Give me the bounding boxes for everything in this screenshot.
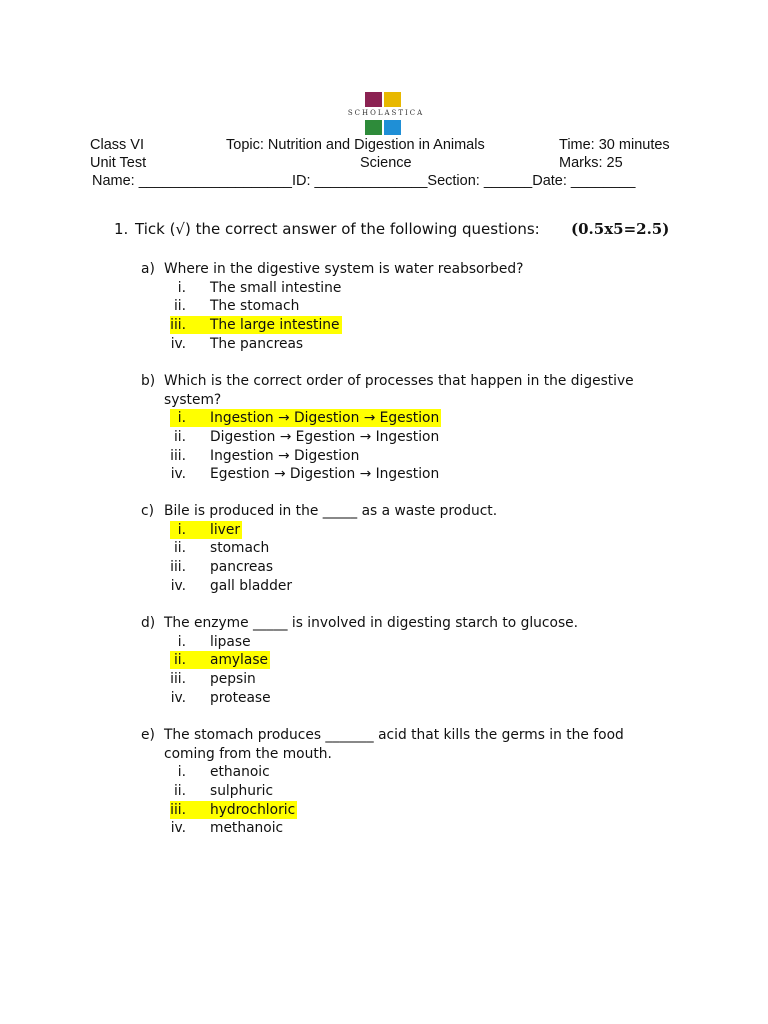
option-numeral: ii. — [173, 652, 186, 669]
question-text: The enzyme _____ is involved in digesting starch to glucose. — [164, 615, 579, 631]
topic-label: Topic: Nutrition and Digestion in Animals — [226, 137, 485, 153]
option-numeral: i. — [177, 521, 186, 538]
question-text: Where in the digestive system is water reabsorbed? — [164, 261, 524, 277]
option-text: pepsin — [210, 670, 256, 687]
answer-option[interactable] — [170, 651, 270, 669]
option-text: The small intestine — [210, 279, 342, 296]
option-text: liver — [210, 521, 240, 538]
option-numeral: ii. — [173, 782, 186, 799]
answer-option[interactable] — [170, 801, 297, 819]
question-letter: a) — [141, 261, 155, 277]
option-text: The stomach — [210, 298, 300, 315]
option-text: protease — [210, 689, 271, 706]
option-numeral: iii. — [170, 558, 186, 575]
option-text: lipase — [210, 633, 251, 650]
question-letter: e) — [141, 727, 155, 743]
option-text: methanoic — [210, 820, 284, 837]
option-numeral: iv. — [170, 577, 186, 594]
option-text: The pancreas — [210, 335, 304, 352]
answer-option[interactable] — [170, 521, 242, 539]
option-text: Egestion → Digestion → Ingestion — [210, 466, 440, 483]
question-letter: c) — [141, 503, 154, 519]
option-numeral: iii. — [170, 447, 186, 464]
question-text: system? — [164, 391, 222, 408]
question-text: coming from the mouth. — [164, 745, 332, 762]
option-numeral: i. — [177, 633, 186, 650]
option-numeral: iii. — [170, 801, 186, 818]
marks-label: Marks: 25 — [559, 155, 623, 171]
option-text: stomach — [210, 540, 270, 557]
option-text: pancreas — [210, 558, 274, 575]
logo-tile-blue — [384, 120, 401, 135]
school-logo — [338, 92, 434, 136]
class-label: Class VI — [90, 137, 144, 153]
option-text: amylase — [210, 652, 269, 669]
option-numeral: iv. — [170, 335, 186, 352]
option-text: sulphuric — [210, 782, 274, 799]
unit-test-label: Unit Test — [90, 155, 147, 171]
section-instruction — [114, 220, 540, 238]
option-numeral: iii. — [170, 316, 186, 333]
logo-text: SCHOLASTICA — [347, 109, 425, 117]
logo-tile-green — [365, 120, 382, 135]
option-text: The large intestine — [210, 316, 340, 333]
option-numeral: ii. — [173, 298, 186, 315]
answer-option[interactable] — [170, 316, 342, 334]
option-text: Ingestion → Digestion — [210, 447, 360, 464]
option-numeral: iv. — [170, 689, 186, 706]
question-text: The stomach produces _______ acid that kills the germs in the food — [164, 727, 624, 743]
section-marks: (0.5x5=2.5) — [571, 220, 670, 238]
answer-option[interactable] — [170, 409, 441, 427]
section-number: 1. — [114, 220, 129, 238]
option-text: ethanoic — [210, 764, 270, 781]
logo-tile-purple — [365, 92, 382, 107]
option-numeral: i. — [177, 279, 186, 296]
option-numeral: iv. — [170, 466, 186, 483]
option-numeral: i. — [177, 410, 186, 427]
option-numeral: i. — [177, 764, 186, 781]
option-numeral: ii. — [173, 428, 186, 445]
option-numeral: ii. — [173, 540, 186, 557]
subject-label: Science — [360, 155, 412, 171]
question-letter: b) — [141, 373, 156, 389]
option-numeral: iii. — [170, 670, 186, 687]
student-fields-line: Name: ___________________ID: ______________Section: ______Date: ________ — [92, 173, 636, 189]
question-letter: d) — [141, 615, 156, 631]
section-instruction-text: Tick (√) the correct answer of the following questions: — [135, 220, 540, 238]
option-text: gall bladder — [210, 577, 292, 594]
logo-tile-yellow — [384, 92, 401, 107]
question-text: Which is the correct order of processes that happen in the digestive — [164, 373, 634, 389]
option-text: hydrochloric — [210, 801, 296, 818]
option-text: Ingestion → Digestion → Egestion — [210, 410, 440, 427]
question-text: Bile is produced in the _____ as a waste product. — [164, 503, 498, 519]
option-text: Digestion → Egestion → Ingestion — [210, 428, 440, 445]
time-label: Time: 30 minutes — [559, 137, 670, 153]
option-numeral: iv. — [170, 820, 186, 837]
